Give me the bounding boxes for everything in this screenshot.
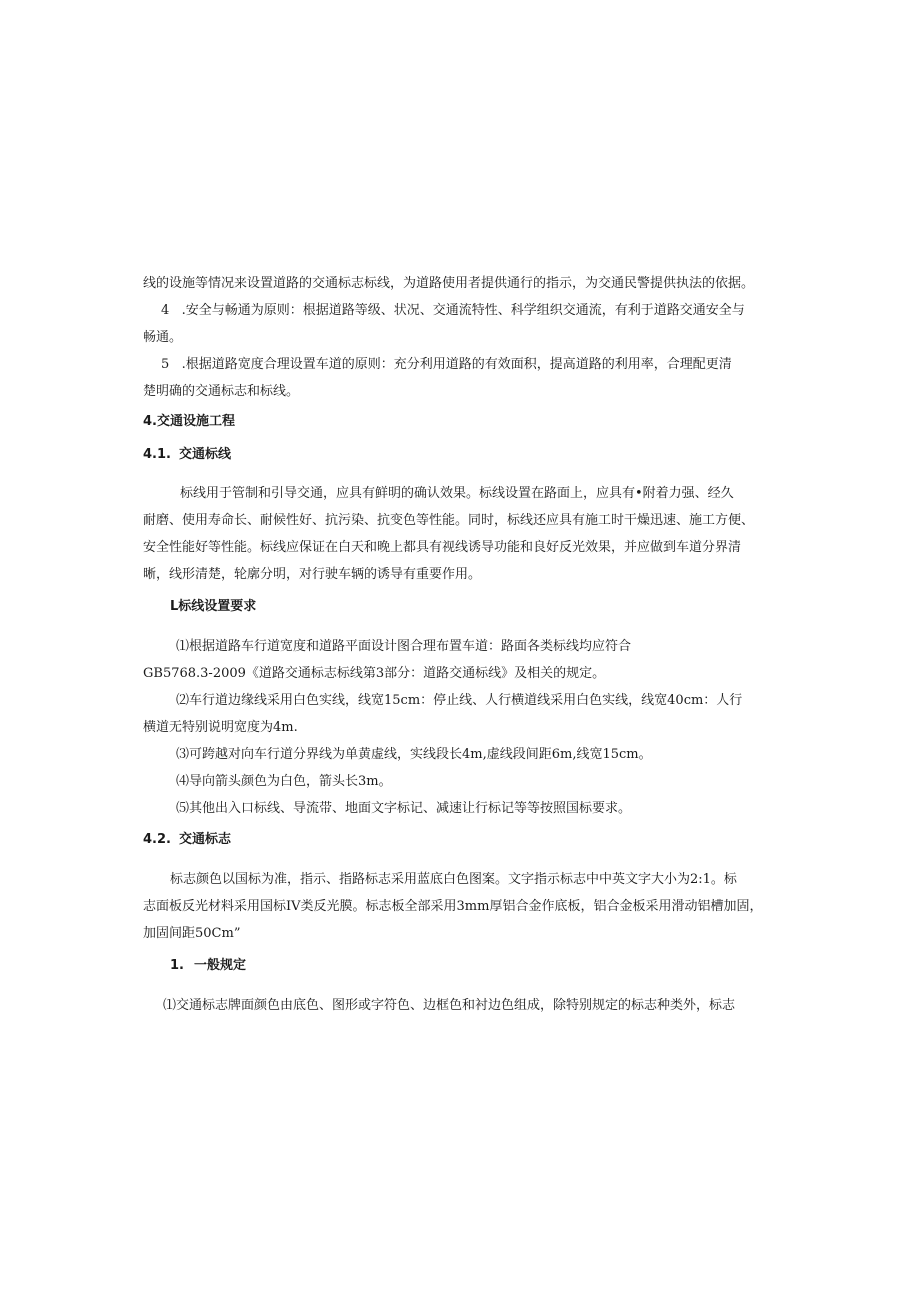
principle-4-line: 4 .安全与畅通为原则：根据道路等级、状况、交通流特性、科学组织交通流，有利于道路交通安全与 — [161, 303, 745, 318]
requirement-2-line: 横道无特别说明宽度为4m. — [143, 720, 298, 735]
requirement-4-line: ⑷导向箭头颜色为白色，箭头长3m。 — [176, 774, 392, 789]
subsection-heading-general — [170, 957, 246, 975]
requirement-2-line: ⑵车行道边缘线采用白色实线，线宽15cm：停止线、人行横道线采用白色实线，线宽40cm：人行 — [176, 693, 743, 708]
principle-5-line: 5 .根据道路宽度合理设置车道的原则：充分利用道路的有效面积，提高道路的利用率，合理配更清 — [161, 357, 732, 372]
requirement-3-line: ⑶可跨越对向车行道分界线为单黄虚线，实线段长4m,虚线段间距6m,线宽15cm。 — [176, 747, 652, 762]
subsection-heading-requirements: L标线设置要求 — [170, 599, 257, 614]
heading-number: 1. — [170, 958, 184, 973]
section-heading-4-2 — [143, 831, 231, 849]
heading-number: 4.2. — [143, 832, 171, 847]
requirement-1-line: GB5768.3-2009《道路交通标志标线第3部分：道路交通标线》及相关的规定。 — [143, 666, 606, 681]
body-line: 楚明确的交通标志和标线。 — [143, 384, 300, 399]
heading-title: 交通标志 — [179, 832, 232, 847]
heading-number: 4.1. — [143, 447, 171, 462]
paragraph-line: 标志颜色以国标为准，指示、指路标志采用蓝底白色图案。文字指示标志中中英文字大小为2:1。标 — [170, 872, 737, 887]
paragraph-line: 安全性能好等性能。标线应保证在白天和晚上都具有视线诱导功能和良好反光效果，并应做到车道分界清 — [143, 540, 742, 555]
section-heading-4-1 — [143, 446, 231, 464]
requirement-5-line: ⑸其他出入口标线、导流带、地面文字标记、减速让行标记等等按照国标要求。 — [176, 801, 632, 816]
requirement-1-line: ⑴根据道路车行道宽度和道路平面设计图合理布置车道：路面各类标线均应符合 — [176, 639, 632, 654]
section-heading-4: 4.交通设施工程 — [143, 414, 235, 429]
paragraph-line: 标线用于管制和引导交通，应具有鲜明的确认效果。标线设置在路面上，应具有•附着力强、经久 — [180, 486, 734, 501]
paragraph-line: 耐磨、使用寿命长、耐候性好、抗污染、抗变色等性能。同时，标线还应具有施工时干燥迅速、施工方便、 — [143, 513, 755, 528]
body-line: 线的设施等情况来设置道路的交通标志标线，为道路使用者提供通行的指示，为交通民警提供执法的依据。 — [143, 276, 755, 291]
body-line: 畅通。 — [143, 330, 183, 345]
heading-title: 一般规定 — [194, 958, 247, 973]
rule-1-line: ⑴交通标志牌面颜色由底色、图形或字符色、边框色和衬边色组成，除特别规定的标志种类外，标志 — [163, 998, 736, 1013]
heading-title: 交通标线 — [179, 447, 232, 462]
paragraph-line: 志面板反光材料采用国标IV类反光膜。标志板全部采用3mm厚铝合金作底板，铝合金板采用滑动铝槽加固， — [143, 899, 763, 914]
paragraph-line: 加固间距50Cm” — [143, 926, 241, 941]
paragraph-line: 晰，线形清楚，轮廓分明，对行驶车辆的诱导有重要作用。 — [143, 567, 482, 582]
